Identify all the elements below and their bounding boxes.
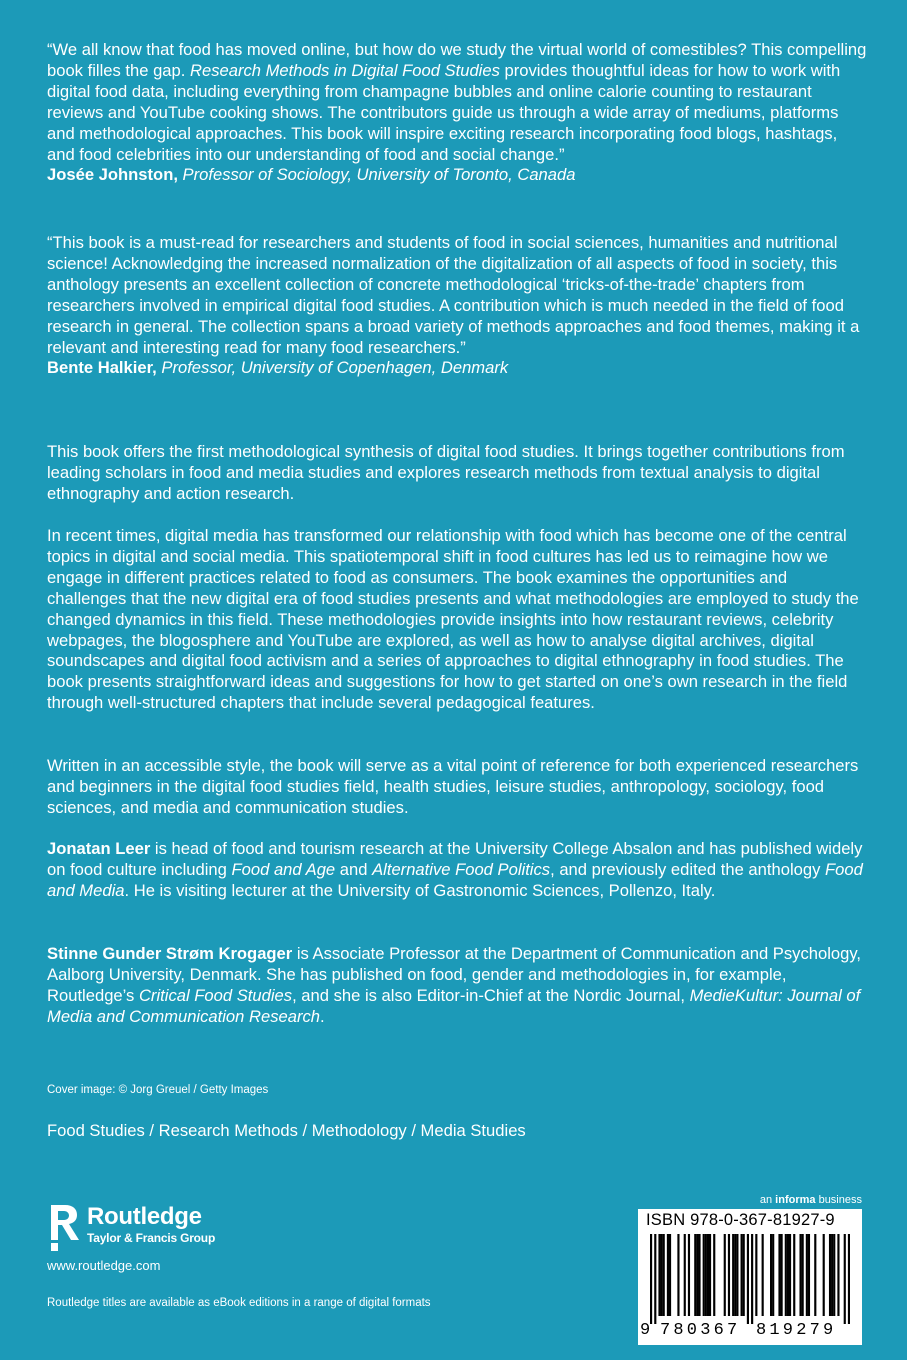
endorsement-halkier [47, 233, 867, 379]
description-paragraph-3: Written in an accessible style, the book will serve as a vital point of reference for both experienced researchers and beginners in the digital food studies field, health studies, leisure studies, anthropology, sociology, food sciences, and media and communication studies. [47, 756, 859, 817]
barcode-bar [755, 1234, 757, 1316]
barcode-bar [806, 1234, 808, 1316]
barcode-bar [808, 1234, 810, 1316]
barcode-bar [833, 1234, 835, 1316]
barcode-bar [696, 1234, 698, 1316]
barcode-bar [823, 1234, 825, 1316]
barcode-bar [741, 1234, 743, 1316]
barcode-bar [713, 1234, 715, 1316]
barcode-bar [688, 1234, 690, 1316]
endorsement-text: “This book is a must-read for researchers and students of food in social sciences, humanities and nutritional science! Acknowledging the increased normalization of the digitalization of all aspects of food in society, this anthology presents an excellent collection of concrete methodological ‘tricks-of-the-trade’ chapters from researchers involved in empirical digital food studies. A contribution which is much needed in the field of food research in general. The collection spans a broad variety of methods approaches and food themes, making it a relevant and interesting read for many food researchers.” [47, 233, 860, 357]
endorsement-text: “We all know that food has moved online, but how do we study the virtual world of comestibles? This compelling book filles the gap. Research Methods in Digital Food Studies provides thoughtful ideas for how to work with digital food data, including everything from champagne bubbles and online calorie counting to restaurant reviews and YouTube cooking shows. The contributors guide us through a wide array of mediums, platforms and methodological approaches. This book will inspire exciting research incorporating food blogs, hashtags, and food celebrities into our understanding of food and social change.” [47, 40, 867, 164]
publisher-group: Taylor & Francis Group [87, 1231, 216, 1245]
barcode-bar [705, 1234, 707, 1316]
barcode-bar [831, 1234, 833, 1316]
barcode-bar [658, 1234, 660, 1316]
barcode-bar [663, 1234, 665, 1316]
barcode-bar [667, 1234, 669, 1316]
barcode-guard-bar [747, 1234, 749, 1324]
barcode-bar [732, 1234, 734, 1316]
description-paragraph-1: This book offers the first methodological synthesis of digital food studies. It brings together contributions from leading scholars in food and media studies and explores research methods from textual analysis to digital ethnography and action research. [47, 442, 845, 503]
isbn-label: ISBN 978-0-367-81927-9 [646, 1211, 835, 1229]
barcode-bar [781, 1234, 783, 1316]
barcode-bar [698, 1234, 700, 1316]
barcode-bar [703, 1234, 705, 1316]
barcode-bar [724, 1234, 726, 1316]
barcode-bar [785, 1234, 787, 1316]
barcode-guard-bar [848, 1234, 850, 1324]
barcode-guard-bar [844, 1234, 846, 1324]
publisher-name: Routledge [87, 1203, 202, 1230]
barcode-bar [734, 1234, 736, 1316]
barcode-bar [661, 1234, 663, 1316]
barcode-bar [814, 1234, 816, 1316]
cover-credit: Cover image: © Jorg Greuel / Getty Images [47, 1084, 269, 1096]
barcode-bar [762, 1234, 764, 1316]
barcode-bar [829, 1234, 831, 1316]
barcode-bar [799, 1234, 801, 1316]
publisher-url[interactable]: www.routledge.com [47, 1258, 161, 1273]
endorsement-johnston [47, 40, 867, 186]
routledge-r-icon [47, 1203, 81, 1253]
barcode-bars [650, 1234, 850, 1324]
barcode-bar [709, 1234, 711, 1316]
barcode-bar [728, 1234, 730, 1316]
barcode-bar [778, 1234, 780, 1316]
endorsement-attribution: Bente Halkier, Professor, University of Copenhagen, Denmark [47, 358, 509, 378]
barcode-bar [736, 1234, 738, 1316]
subject-categories: Food Studies / Research Methods / Methodology / Media Studies [47, 1121, 526, 1140]
barcode-bar [677, 1234, 679, 1316]
barcode-bar [837, 1234, 839, 1316]
barcode-bar [743, 1234, 745, 1316]
barcode-bar [694, 1234, 696, 1316]
barcode-bar [787, 1234, 789, 1316]
description-paragraph-2: In recent times, digital media has transformed our relationship with food which has become one of the central topics in digital and social media. This spatiotemporal shift in food cultures has led us to reimagine how we engage in different practices related to food as consumers. The book examines the opportunities and challenges that the new digital era of food studies presents and what methodologies are employed to study the changed dynamics in this field. These methodologies provide insights into how restaurant reviews, celebrity webpages, the blogosphere and YouTube are explored, as well as how to analyse digital archives, digital soundscapes and digital food activism and a series of approaches to digital ethnography in food studies. The book presents straightforward ideas and suggestions for how to get started on one’s own research in the field through well-structured chapters that include several pedagogical features. [47, 526, 859, 713]
barcode-guard-bar [654, 1234, 656, 1324]
editor-bio-krogager: Stinne Gunder Strøm Krogager is Associate Professor at the Department of Communication and Psychology, Aalborg University, Denmark. She has published on food, gender and methodologies in, for example, Routledge’s Critical Food Studies, and she is also Editor-in-Chief at the Nordic Journal, MedieKultur: Journal of Media and Communication Research. [47, 944, 862, 1026]
barcode-bar [669, 1234, 671, 1316]
barcode-bar [772, 1234, 774, 1316]
routledge-logo [47, 1203, 237, 1253]
editor-bio-leer: Jonatan Leer is head of food and tourism research at the University College Absalon and has published widely on food culture including Food and Age and Alternative Food Politics, and previously edited the anthology Food and Media. He is visiting lecturer at the University of Gastronomic Sciences, Pollenzo, Italy. [47, 839, 863, 900]
barcode-bar [684, 1234, 686, 1316]
informa-tagline: an informa business [759, 1194, 862, 1206]
barcode-bar [802, 1234, 804, 1316]
barcode-bar [793, 1234, 795, 1316]
barcode-bar [707, 1234, 709, 1316]
endorsement-attribution: Josée Johnston, Professor of Sociology, University of Toronto, Canada [47, 165, 576, 185]
ebook-note: Routledge titles are available as eBook editions in a range of digital formats [47, 1297, 431, 1309]
isbn-barcode: ISBN 978-0-367-81927-9 9 780367 819279 [638, 1209, 862, 1345]
barcode-bar [770, 1234, 772, 1316]
barcode-guard-bar [650, 1234, 652, 1324]
barcode-guard-bar [751, 1234, 753, 1324]
barcode-bar [789, 1234, 791, 1316]
